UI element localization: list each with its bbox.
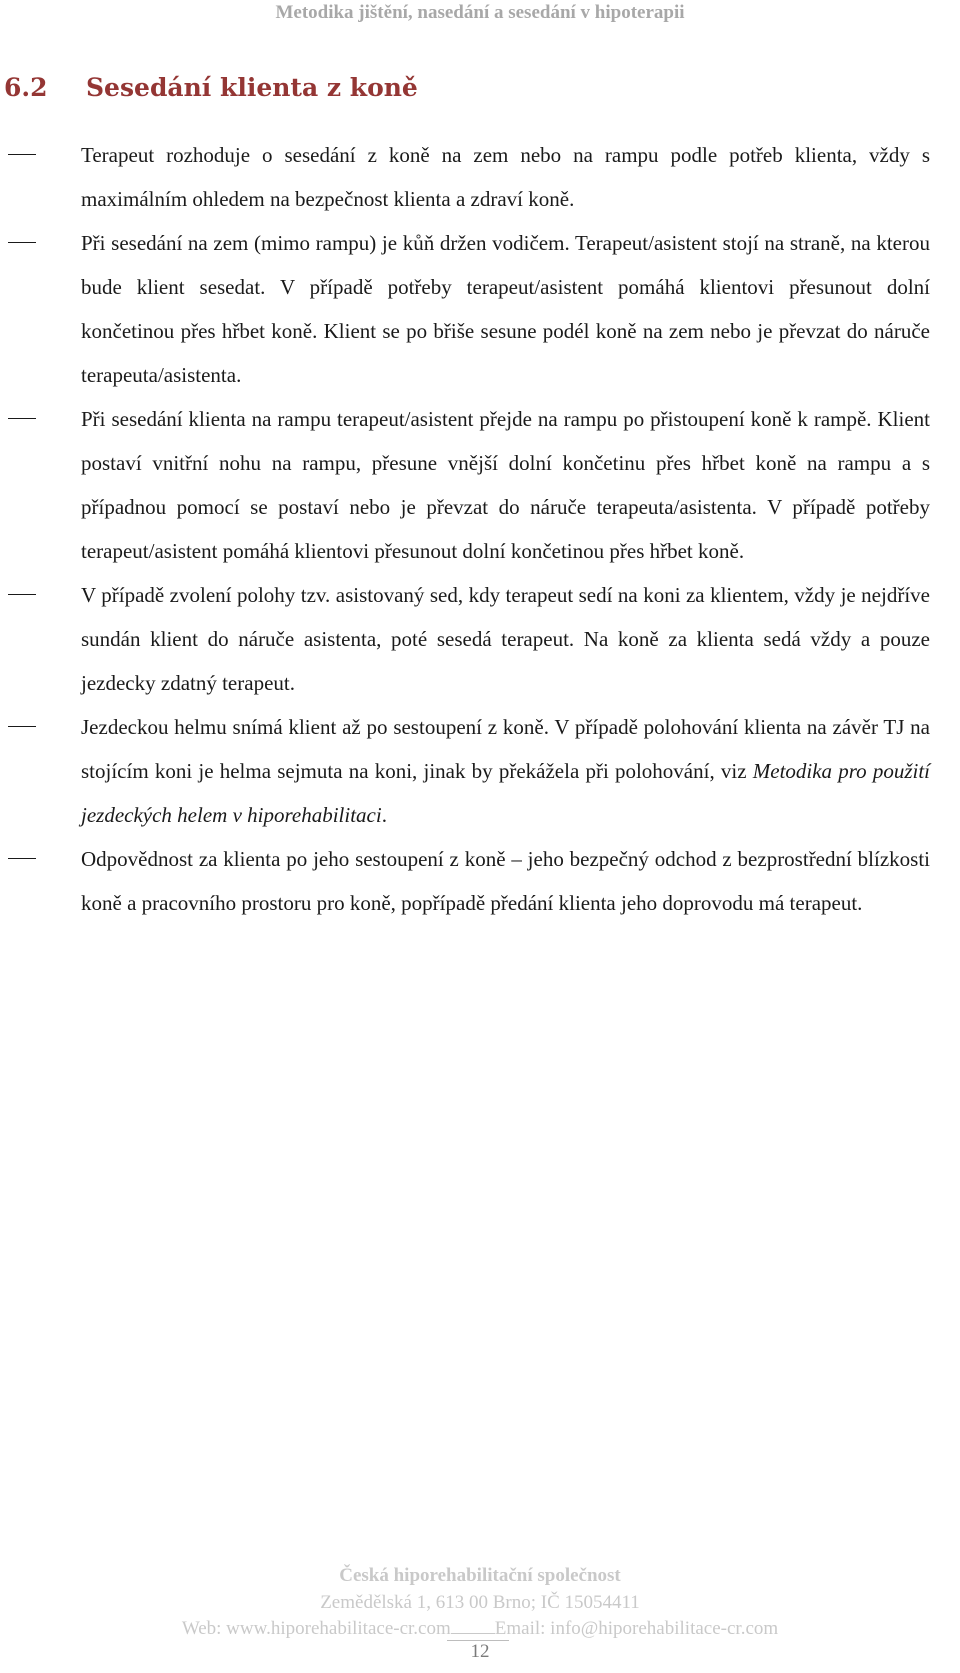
footer-email-link[interactable]: Email: info@hiporehabilitace-cr.com [494,1618,779,1639]
document-citation: Metodika pro použití jezdeckých helem v hiporehabilitaci [81,759,930,827]
footer-contacts [0,1615,960,1642]
dash-bullet-icon [8,726,36,727]
bullet-text: Odpovědnost za klienta po jeho sestoupení z koně – jeho bezpečný odchod z bezprostřední blízkosti koně a pracovního prostoru pro koně, popřípadě předání klienta jeho doprovodu má terapeut. [81,847,930,915]
bullet-text: Při sesedání na zem (mimo rampu) je kůň držen vodičem. Terapeut/asistent stojí na straně, na kterou bude klient sesedat. V případě potřeby terapeut/asistent pomáhá klientovi přesunout dolní končetinou přes hřbet koně. Klient se po břiše sesune podél koně na zem nebo je převzat do náruče terapeuta/asistenta. [81,231,930,387]
footer-separator [451,1615,495,1634]
bullet-item-5 [0,705,960,837]
bullet-item-4 [0,573,960,705]
dash-bullet-icon [8,594,36,595]
bullet-item-1 [0,133,960,221]
bullet-text: Jezdeckou helmu snímá klient až po sestoupení z koně. V případě polohování klienta na závěr TJ na stojícím koni je helma sejmuta na koni, jinak by překážela při polohování, viz [81,715,930,783]
bullet-text-end: . [381,803,387,827]
bullet-text: Při sesedání klienta na rampu terapeut/asistent přejde na rampu po přistoupení koně k rampě. Klient postaví vnitřní nohu na rampu, přesune vnější dolní končetinu přes hřbet koně na rampu a s případnou pomocí se postaví nebo je převzat do náruče terapeuta/asistenta. V případě potřeby terapeut/asistent pomáhá klientovi přesunout dolní končetinou přes hřbet koně. [81,407,930,563]
section-number: 6.2 [4,73,48,102]
bullet-item-3 [0,397,960,573]
bullet-item-6 [0,837,960,925]
bullet-list [0,133,960,925]
dash-bullet-icon [8,154,36,155]
footer-web-link[interactable]: Web: www.hiporehabilitace-cr.com [181,1618,451,1639]
dash-bullet-icon [8,242,36,243]
page-number: 12 [470,1641,490,1662]
running-header: Metodika jištění, nasedání a sesedání v hipoterapii [275,2,685,23]
dash-bullet-icon [8,418,36,419]
dash-bullet-icon [8,858,36,859]
footer-organization: Česká hiporehabilitační společnost [339,1565,621,1586]
footer-address: Zemědělská 1, 613 00 Brno; IČ 15054411 [320,1592,640,1613]
section-title: Sesedání klienta z koně [86,73,418,102]
bullet-item-2 [0,221,960,397]
section-heading [4,70,418,106]
bullet-text: Terapeut rozhoduje o sesedání z koně na zem nebo na rampu podle potřeb klienta, vždy s maximálním ohledem na bezpečnost klienta a zdraví koně. [81,143,930,211]
bullet-text: V případě zvolení polohy tzv. asistovaný sed, kdy terapeut sedí na koni za klientem, vždy je nejdříve sundán klient do náruče asistenta, poté sesedá terapeut. Na koně za klienta sedá vždy a pouze jezdecky zdatný terapeut. [81,583,930,695]
